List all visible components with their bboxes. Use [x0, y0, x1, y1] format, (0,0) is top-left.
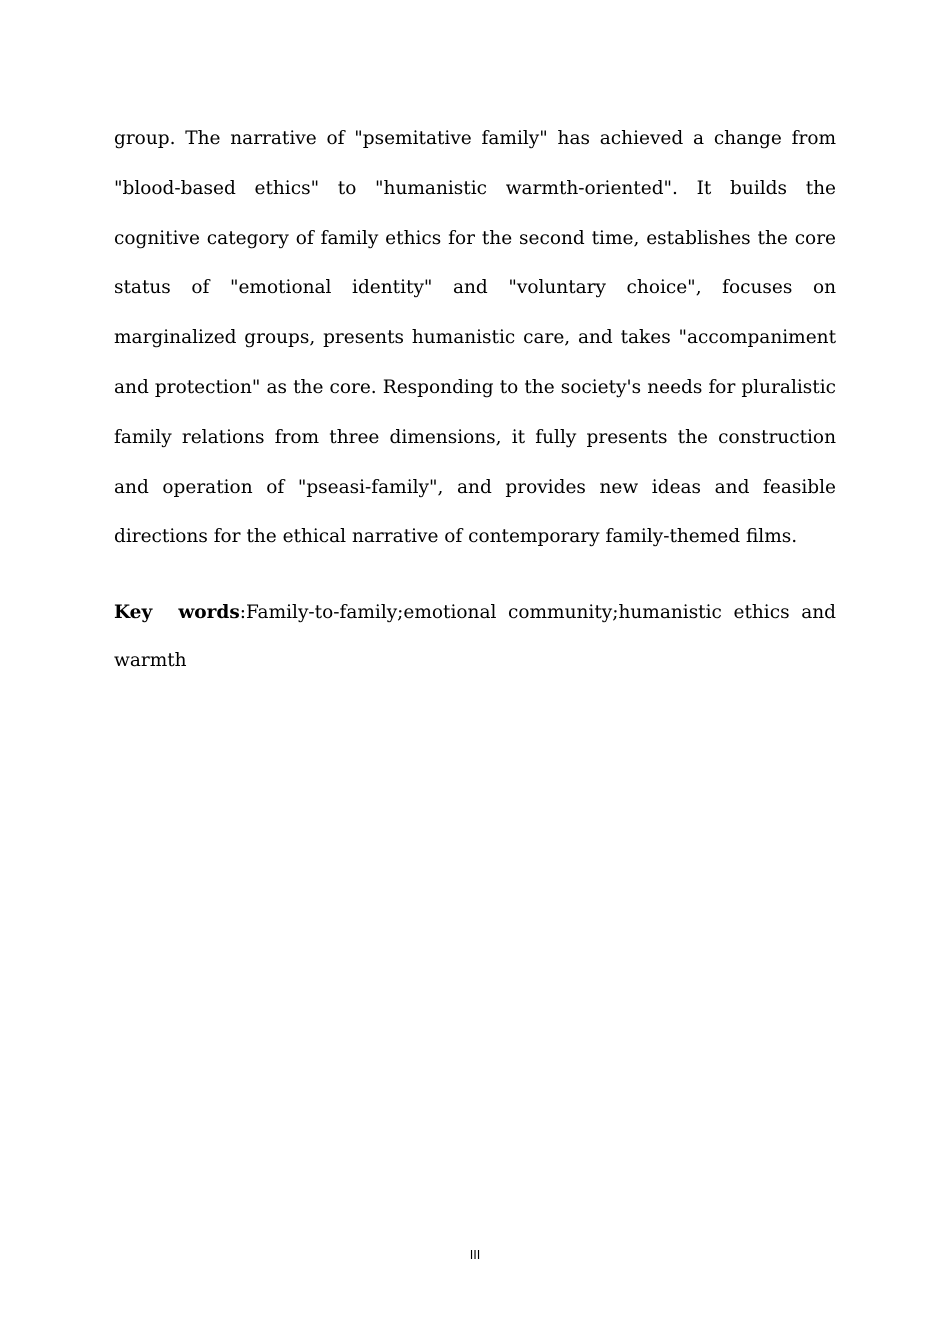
keywords-label: Key words [114, 602, 240, 623]
abstract-paragraph: group. The narrative of "psemitative family" has achieved a change from "blood-based ethics" to "humanistic warmth-oriented". It builds the cognitive category of family ethics for the second time, establishes the core status of "emotional identity" and "voluntary choice", focuses on marginalized groups, presents humanistic care, and takes "accompaniment and protection" as the core. Responding to the society's needs for pluralistic family relations from three dimensions, it fully presents the construction and operation of "pseasi-family", and provides new ideas and feasible directions for the ethical narrative of contemporary family-themed films. [114, 128, 836, 548]
keywords-separator: : [239, 602, 246, 623]
page-number: III [469, 1248, 481, 1262]
keywords-text: Family-to-family;emotional community;humanistic ethics and warmth [114, 602, 836, 671]
keywords-line [114, 589, 836, 685]
